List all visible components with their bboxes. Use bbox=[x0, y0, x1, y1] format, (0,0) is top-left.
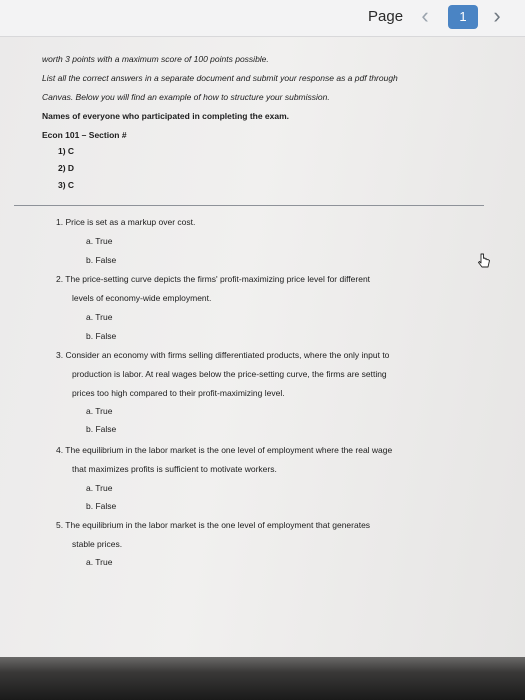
question-3-cont: production is labor. At real wages below the price-setting curve, the firms are setting bbox=[72, 369, 387, 379]
answer-option: b. False bbox=[86, 255, 117, 265]
example-answer: 1) C bbox=[58, 146, 75, 156]
answer-option: b. False bbox=[86, 424, 117, 434]
viewer-toolbar bbox=[0, 0, 525, 37]
question-5: 5. The equilibrium in the labor market is the one level of employment that generates bbox=[56, 520, 371, 530]
answer-option: b. False bbox=[86, 331, 117, 341]
section-divider bbox=[14, 205, 484, 206]
instruction-line: worth 3 points with a maximum score of 100 points possible. bbox=[42, 54, 269, 64]
course-section-line: Econ 101 – Section # bbox=[42, 130, 127, 140]
answer-option: a. True bbox=[86, 406, 113, 416]
document-page bbox=[0, 37, 525, 657]
answer-option: a. True bbox=[86, 236, 113, 246]
question-4: 4. The equilibrium in the labor market is the one level of employment where the real wage bbox=[56, 445, 393, 455]
question-5-cont: stable prices. bbox=[72, 539, 123, 549]
answer-option: b. False bbox=[86, 501, 117, 511]
chevron-left-icon: ‹ bbox=[421, 3, 429, 28]
instruction-line: Canvas. Below you will find an example of how to structure your submission. bbox=[42, 92, 330, 102]
desk-edge bbox=[0, 657, 525, 700]
instruction-names-line: Names of everyone who participated in completing the exam. bbox=[42, 111, 290, 121]
question-3: 3. Consider an economy with firms selling differentiated products, where the only input to bbox=[56, 350, 390, 360]
answer-option: a. True bbox=[86, 557, 113, 567]
chevron-right-icon: › bbox=[493, 3, 501, 28]
question-2-cont: levels of economy-wide employment. bbox=[72, 293, 212, 303]
question-2: 2. The price-setting curve depicts the firms' profit-maximizing price level for different bbox=[56, 274, 371, 284]
answer-option: a. True bbox=[86, 483, 113, 493]
example-answer: 2) D bbox=[58, 163, 75, 173]
question-1: 1. Price is set as a markup over cost. bbox=[56, 217, 196, 227]
answer-option: a. True bbox=[86, 312, 113, 322]
prev-page-button[interactable] bbox=[414, 3, 436, 28]
question-4-cont: that maximizes profits is sufficient to motivate workers. bbox=[72, 464, 277, 474]
page-label: Page bbox=[368, 8, 404, 25]
instruction-line: List all the correct answers in a separate document and submit your response as a pdf through bbox=[42, 73, 398, 83]
example-answer: 3) C bbox=[58, 180, 75, 190]
pointer-cursor-icon bbox=[476, 252, 492, 268]
question-3-cont: prices too high compared to their profit-maximizing level. bbox=[72, 388, 285, 398]
page-number-input[interactable]: 1 bbox=[448, 5, 478, 29]
next-page-button[interactable] bbox=[486, 5, 508, 29]
